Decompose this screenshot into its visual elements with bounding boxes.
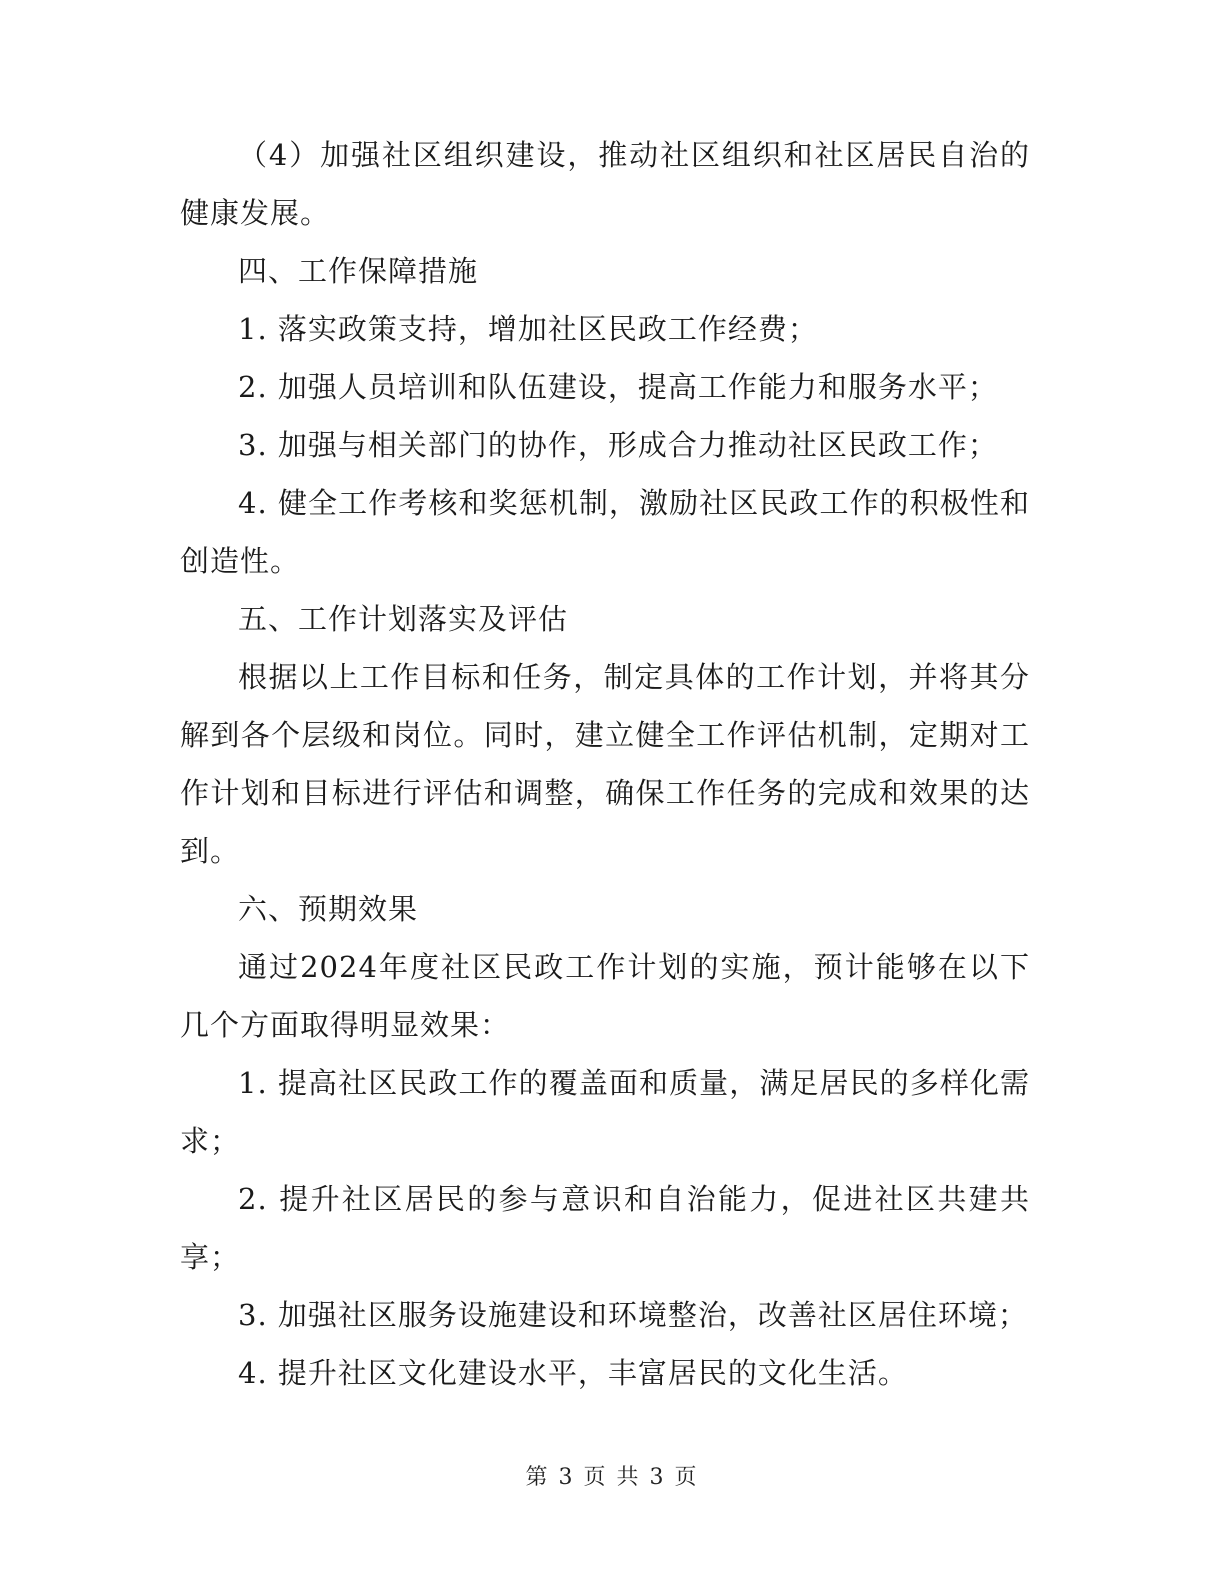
heading-section-6: 六、预期效果 [238,892,419,926]
list-item-4-3: 3. 加强与相关部门的协作，形成合力推动社区民政工作； [238,428,998,462]
heading-section-4: 四、工作保障措施 [238,254,479,288]
paragraph-plan-evaluation: 根据以上工作目标和任务，制定具体的工作计划，并将其分解到各个层级和岗位。同时，建立健全工作评估机制，定期对工作计划和目标进行评估和调整，确保工作任务的完成和效果的达到。 [180,660,1030,868]
list-item-6-1: 1. 提高社区民政工作的覆盖面和质量，满足居民的多样化需求； [180,1066,1030,1158]
paragraph-expected-intro: 通过2024年度社区民政工作计划的实施，预计能够在以下几个方面取得明显效果： [180,950,1030,1042]
list-item-4-1: 1. 落实政策支持，增加社区民政工作经费； [238,312,818,346]
list-item-6-2: 2. 提升社区居民的参与意识和自治能力，促进社区共建共享； [180,1182,1030,1274]
list-item-6-4: 4. 提升社区文化建设水平，丰富居民的文化生活。 [238,1356,908,1390]
page-footer [0,1460,1224,1491]
list-item-6-3: 3. 加强社区服务设施建设和环境整治，改善社区居住环境； [238,1298,1028,1332]
document-body [180,126,1030,1402]
list-item-4-2: 2. 加强人员培训和队伍建设，提高工作能力和服务水平； [238,370,998,404]
paragraph-org-building: （4）加强社区组织建设，推动社区组织和社区居民自治的健康发展。 [180,138,1030,230]
page-number-label: 第 3 页 共 3 页 [525,1465,699,1490]
list-item-4-4: 4. 健全工作考核和奖惩机制，激励社区民政工作的积极性和创造性。 [180,486,1030,578]
heading-section-5: 五、工作计划落实及评估 [238,602,569,636]
